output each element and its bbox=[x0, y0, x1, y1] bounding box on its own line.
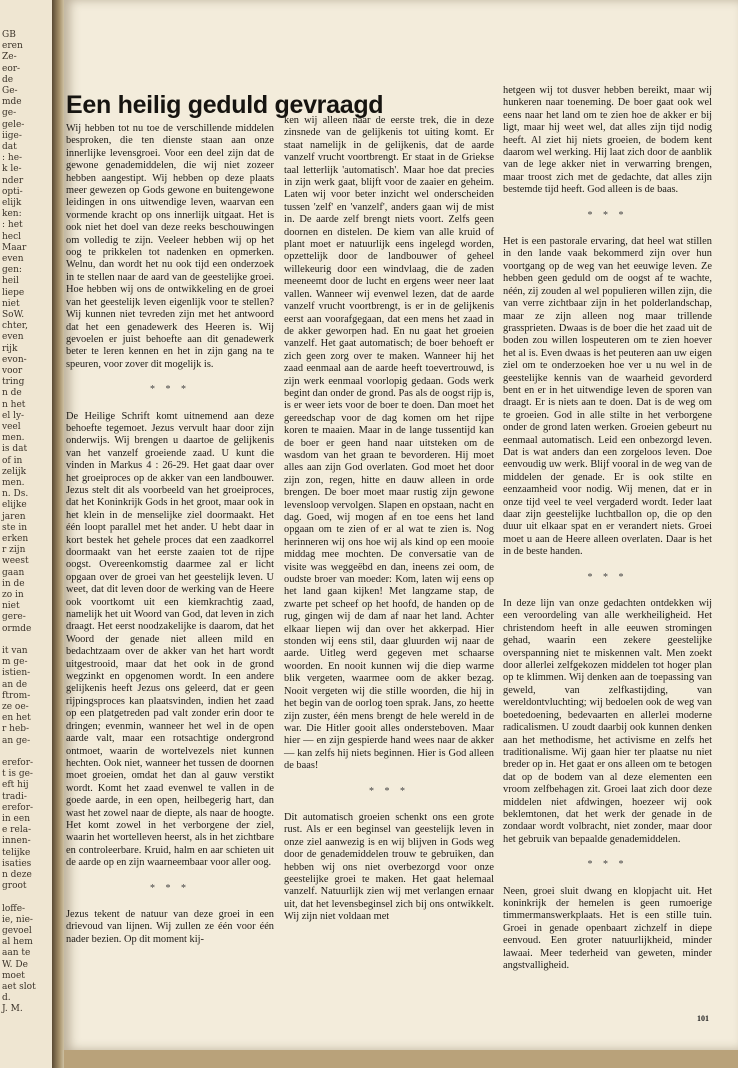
adjacent-page-text: eft hij bbox=[2, 780, 29, 791]
adjacent-page-text: gaan bbox=[2, 567, 25, 578]
page-number: 101 bbox=[697, 1014, 709, 1023]
adjacent-page-text: opti- bbox=[2, 186, 23, 197]
adjacent-page-text: el ly- bbox=[2, 410, 25, 421]
adjacent-page-text: erefor- bbox=[2, 802, 34, 813]
adjacent-page-text: weest bbox=[2, 556, 29, 567]
adjacent-page-text: loffe- bbox=[2, 903, 26, 914]
adjacent-page-text: men. bbox=[2, 433, 25, 444]
adjacent-page-text: n deze bbox=[2, 870, 32, 880]
adjacent-page-text: isaties bbox=[2, 858, 32, 869]
adjacent-page-text: n de bbox=[2, 388, 22, 399]
adjacent-page-text: Maar bbox=[2, 242, 27, 253]
paragraph: In deze lijn van onze gedachten ontdekken wij een veroordeling van alle werkheiligheid. Het christendom heeft in alle eeuwen stromingen gehad, waarin een zekere geestelijke overspanning niet te miskennen valt. Men zoekt door allerlei zelfgekozen middelen tot hoger plan op te klimmen. Wij denken aan de toepassing van geweld, van zelfkastijding, van wereldontvluchting; wij bedoelen ook de weg van boetedoening, bedevaarten en allerlei moderne radicalismen. U zoudt daarbij ook kunnen denken aan het methodisme, het activisme en zelfs het traditionalisme. Wij gaan hier ter plaatse nu niet breder op in. Het gaat er ons alleen om te betogen dat op de bodem van al deze elementen een vroom zelfbehagen zit. Groei laat zich door deze middelen niet afdwingen, hoezeer wij ook beklemtonen, dat het werk der genade in de zondaar wordt volbracht, niet zonder, maar door het gebruik van bepaalde genademiddelen. bbox=[503, 598, 712, 845]
adjacent-page-text: eor- bbox=[2, 63, 21, 74]
adjacent-page-text: istien- bbox=[2, 668, 31, 679]
adjacent-page-text: zelijk bbox=[2, 466, 27, 477]
adjacent-page-text: ge- bbox=[2, 108, 17, 119]
column-3 bbox=[503, 85, 712, 972]
paragraph: De Heilige Schrift komt uitnemend aan deze behoefte tegemoet. Jezus vervult haar door zijn onderwijs. Wij brengen u daartoe de gelijkenis van het vanzelf groeiende zaad. U kunt die vinden in Markus 4 : 26-29. Het gaat daar over het groeiproces op de akker van een landbouwer. Jezus stelt dit als voorbeeld van het groeiproces, dat het Koninkrijk Gods in het groot, maar ook in het klein in de menselijke ziel doormaakt. Het één loopt parallel met het ander. U hebt daar in kort bestek het gehele proces dat een zaadkorrel doormaakt van het eerste zaaien tot de rijpe oogst. Overeenkomstig daarmee zal er licht opgaan over de groei van het geestelijk leven. U weet, dat dit leven door de werking van de Heere ook voortkomt uit een kiemkrachtig zaad, namelijk het uit Woord van God, dat leven in zich draagt. Het eerst noodzakelijke is daarom, dat het Woord der genade niet alleen mild en bedachtzaam over de akker van het hart wordt uitgestrooid, maar dat het ook in de grond wegzinkt en opgenomen wordt. In een andere gelijkenis heeft Jezus ons geleerd, dat er geen rijpingsproces kan plaatsvinden, indien het zaad op een platgetreden pad valt zonder erin door te dringen; evenmin, wanneer het wel in de open aarde valt, maar een rotsachtige ondergrond ontmoet, waarin de wortelvezels niet kunnen hechten. Ook niet, wanneer het tussen de doornen moet groeien, omdat het dan al gauw verstikt wordt. Komt het zaad evenwel te vallen in de goede aarde, in een open, heilbegerig hart, dan wast het zowel naar de diepte, als naar de hoogte. Het komt zowel in het verborgene der ziel, waarin het wortelleven heerst, als in het zichtbare en controleerbare. Kruid, halm en aar schieten uit de aarde op en zijn waarneembaar voor aller oog. bbox=[66, 410, 274, 869]
adjacent-page-text: of in bbox=[2, 455, 23, 466]
adjacent-page-text: telijke bbox=[2, 847, 31, 858]
adjacent-page-text: eren bbox=[2, 41, 23, 52]
adjacent-page-text: mde bbox=[2, 97, 22, 108]
adjacent-page-text: Ge- bbox=[2, 86, 18, 96]
adjacent-page-text: d. bbox=[2, 993, 11, 1004]
adjacent-page-text: Ze- bbox=[2, 52, 17, 63]
paragraph: hetgeen wij tot dusver hebben bereikt, maar wij hunkeren naar toeneming. De boer gaat ook wel eens naar het land om te zien hoe de akker er bij ligt, maar hij weet wel, dat alles zijn tijd nodig heeft. Al ziet hij niets groeien, de bodem kent daarom wel werking. Hij laat zich door de aanblik van de lege akker niet in verwarring brengen, maar troost zich met de gedachte, dat alles zijn bestemde tijd heeft. God alleen is de baas. bbox=[503, 85, 712, 196]
adjacent-page-text: : het bbox=[2, 220, 23, 231]
column-1 bbox=[66, 123, 274, 946]
adjacent-page-text: gevoel bbox=[2, 926, 32, 936]
article-title: Een heilig geduld gevraagd bbox=[66, 91, 384, 119]
adjacent-page-text: in een bbox=[2, 814, 30, 824]
adjacent-page-text: erefor- bbox=[2, 758, 34, 768]
adjacent-page-text: gere- bbox=[2, 612, 26, 623]
paragraph: Het is een pastorale ervaring, dat heel wat stillen in den lande vaak bekommerd zijn over hun voortgang op de weg van het eeuwige leven. Ze hebben geen geduld om de oogst af te wachte, néén, zij zouden al wel populieren willen zijn, die van verre zichtbaar zijn in het polderlandschap, maar ze zijn alleen nog maar trillende grassprieten. Dwaas is de boer die het zaad uit de boden zou willen lospeuteren om te zien hoever het al is. Even dwaas is het peuteren aan uw eigen ziel om te onderzoeken hoe ver u nu wel in de geestelijke kennis van de waarheid gevorderd bent en er in het uitwendige leven de sporen van draagt. Er is niets aan te doen. Dat is de weg om te groeien. God in alle stilte in het verborgene onder de grond laten werken. Groeien gebeurt nu eenmaal automatisch. Leid een onbezorgd leven. Dat is wat anders dan een zorgeloos leven. Doe eenvoudig uw werk. Blijf vooral in de weg van de middelen der genade. Er is ook stilte en eenzaamheid voor nodig. Wij menen, dat er in onze tijd veel te veel vergaderd wordt. Ieder laat daar zijn geestelijke luchtballon op, die op den duur uit elkaar spat en er verandert niets. Groei moet u aan de Heere alleen overlaten. Daar is het in de beste handen. bbox=[503, 236, 712, 558]
adjacent-page-text: e rela- bbox=[2, 825, 32, 836]
adjacent-page-text: r zijn bbox=[2, 545, 26, 556]
adjacent-page-text: J. M. bbox=[2, 1004, 23, 1015]
adjacent-page-text: niet bbox=[2, 298, 20, 309]
section-separator: * * * bbox=[587, 209, 628, 221]
adjacent-page-text: tring bbox=[2, 377, 25, 388]
adjacent-page-text: m ge- bbox=[2, 657, 28, 668]
section-separator: * * * bbox=[369, 785, 409, 797]
adjacent-page-text: GB bbox=[2, 30, 16, 40]
adjacent-page-text: an de bbox=[2, 679, 28, 690]
adjacent-page-text: gen: bbox=[2, 265, 22, 276]
adjacent-page-text: is dat bbox=[2, 444, 28, 455]
adjacent-page-text: innen- bbox=[2, 836, 31, 847]
adjacent-page-text: even bbox=[2, 332, 24, 343]
adjacent-page-text: groot bbox=[2, 881, 27, 892]
page-gutter bbox=[52, 0, 64, 1068]
adjacent-page-text: erken bbox=[2, 534, 29, 544]
adjacent-page-text: en het bbox=[2, 713, 31, 724]
adjacent-page-text: aan te bbox=[2, 948, 31, 959]
adjacent-page-text: it van bbox=[2, 646, 28, 656]
adjacent-page-text: al hem bbox=[2, 937, 33, 948]
adjacent-page-text: t is ge- bbox=[2, 769, 33, 780]
section-separator: * * * bbox=[150, 384, 190, 396]
paragraph: ken wij alleen naar de eerste trek, die in deze zinsnede van de gelijkenis tot uiting komt. Er staat namelijk in de gelijkenis, dat de aarde vanzelf vrucht voortbrengt. Er staat in de Griekse taal letterlijk 'automatisch'. Maar hoe dat precies in zijn werk gaat, blijft voor de zaaier en geheim. Laten wij voor beter inzicht wel onderscheiden tussen 'zelf' en 'vanzelf', anders gaan wij de mist in. De aarde zelf brengt niets voort. Zelfs geen doornen en distelen. De kiem van alle kruid of plant moet er natuurlijk eens ingelegd worden, opzettelijk door de landbouwer of geheel willekeurig door een windvlaag, die de zaden meeneemt door de lucht en ergens weer neer laat vallen. Wanneer wij evenwel lezen, dat de aarde vanzelf vrucht voortbrengt, is er in de gelijkenis eerst aan voorafgegaan, dat een mens het zaad in de akker geworpen had. En nu gaat het groeien vanzelf. Het gaat automatisch; de boer behoeft er zich geen zorg over te maken. Wanneer hij het zaad eenmaal aan de aarde heeft toevertrouwd, is zijn werk eenmaal voorlopig gedaan. Gods werk begint dan onder de grond. Pas als de oogst rijp is, is er weer iets voor de boer te doen. Dan moet het gereedschap voor de dag komen om het rijpe koren te maaien. Maar in de lange tussentijd kan de boer er geen hand naar uitsteken om de wasdom van het graan te bevorderen. Hij moet alles aan zijn God overlaten. God moet het door zijn zon, regen, hitte en dauw alleen in orde brengen. De boer moet maar rustig zijn gewone levensloop vervolgen. Slapen en opstaan, nacht en dag. Goed, wij mogen af en toe eens het land opgaan om te zien of er al wat te zien is. Nog herinneren wij ons hoe wij als kind op een mooie middag mee mochten. De conversatie van de visite was weggeëbd en dan, ineens zei oom, de oudste broer van moeder: Kom, laten wij eens op het land gaan kijken! Met langzame stap, de zwarte pet scheef op het hoofd, de handen op de rug, gingen wij de dam af naar het land. Achter elkaar liepen wij dan over het akkerpad. Hier stonden wij eens stil, daar gluurden wij naar de aarde. Uitleg werd gegeven met schaarse woorden. En nooit kunnen wij die diep warme blik vergeten, waarmee oom de akker bezag. Nooit vergeten wij die stille woorden, die hij in het begin van de oorlog toen sprak. Jans, zo heette zijn zuster, één mens brengt de hele wereld in de war. Die Hitler gooit alles ondersteboven. Maar hier — en zijn gespierde hand wees naar de akker — kan zelfs hij niets beginnen. Hier is God alleen de baas! bbox=[284, 115, 494, 772]
adjacent-page-text: ze oe- bbox=[2, 702, 29, 712]
adjacent-page-text: : he- bbox=[2, 153, 23, 164]
adjacent-page bbox=[0, 0, 53, 1068]
adjacent-page-text: aet slot bbox=[2, 982, 36, 992]
adjacent-page-text: zo in bbox=[2, 590, 24, 600]
adjacent-page-text: k le- bbox=[2, 164, 22, 175]
adjacent-page-text: elijke bbox=[2, 500, 27, 511]
adjacent-page-text: even bbox=[2, 254, 24, 264]
adjacent-page-text: veel bbox=[2, 422, 21, 432]
paragraph: Neen, groei sluit dwang en klopjacht uit. Het koninkrijk der hemelen is geen rumoerige timmermanswerkplaats. Het is een stille tuin. Groei in genade openbaart zichzelf in diepe eenvoud. Een groter natuurlijkheid, minder lawaai. Meer tederheid van geweten, minder angstvalligheid. bbox=[503, 885, 712, 971]
adjacent-page-text: ie, nie- bbox=[2, 914, 33, 925]
adjacent-page-text: n het bbox=[2, 399, 26, 410]
adjacent-page-text: elijk bbox=[2, 198, 22, 208]
adjacent-page-text: niet bbox=[2, 601, 20, 612]
adjacent-page-text: hecl bbox=[2, 231, 22, 242]
adjacent-page-text: liepe bbox=[2, 287, 25, 298]
adjacent-page-text: iige- bbox=[2, 130, 22, 141]
adjacent-page-text: ken: bbox=[2, 209, 22, 220]
column-2 bbox=[284, 115, 494, 924]
adjacent-page-text: ormde bbox=[2, 623, 32, 634]
adjacent-page-text: n. Ds. bbox=[2, 489, 29, 500]
adjacent-page-text: jaren bbox=[2, 511, 26, 522]
paragraph: Jezus tekent de natuur van deze groei in een drievoud van lijnen. Wij zullen ze één voor één nader bezien. Op dit moment kij- bbox=[66, 908, 274, 945]
adjacent-page-text: de bbox=[2, 74, 14, 85]
adjacent-page-text: heil bbox=[2, 276, 19, 287]
paragraph: Dit automatisch groeien schenkt ons een grote rust. Als er een beginsel van geestelijk leven in onze ziel aanwezig is en wij blijven in Gods weg door de genademiddelen trouw te gebruiken, dan hebben wij ons niet overbezorgd voor onze geestelijke groei te maken. Het gaat helemaal vanzelf. Natuurlijk zien wij met verlangen ernaar uit, dat het levensbeginsel zich bij ons ontwikkelt. Wij zijn niet voldaan met bbox=[284, 811, 494, 923]
adjacent-page-text: in de bbox=[2, 578, 25, 589]
adjacent-page-text: W. De bbox=[2, 959, 28, 970]
adjacent-page-text: SoW. bbox=[2, 310, 25, 320]
adjacent-page-text: r heb- bbox=[2, 724, 30, 735]
adjacent-page-text: voor bbox=[2, 366, 23, 376]
adjacent-page-text: dat bbox=[2, 142, 17, 152]
adjacent-page-text: gele- bbox=[2, 119, 25, 130]
adjacent-page-text: an ge- bbox=[2, 735, 31, 746]
section-separator: * * * bbox=[587, 571, 628, 583]
adjacent-page-text: ste in bbox=[2, 522, 28, 533]
adjacent-page-text: tradi- bbox=[2, 791, 27, 802]
paragraph: Wij hebben tot nu toe de verschillende middelen besproken, die ten dienste staan aan onze innerlijke levensgroei. Voor een deel zijn dat de gewone genademiddelen, die wij niet zozeer hebben aangestipt. Wij hebben op deze plaats meer gewezen op Gods gewone en buitengewone leidingen in ons uitwendige leven, waarvan een vormende kracht op ons innerlijk uitgaat. Het is ook niet het doel van deze reeks beschouwingen om volledig te zijn. Veeleer hebben wij op het oog te prikkelen tot nadenken en opmerken. Welnu, dan wordt het nu ook tijd een onderzoek in te stellen naar de aard van de geestelijke groei. Hoe hebben wij ons de ontwikkeling en de groei van het geestelijk leven eigenlijk voor te stellen? Wij kunnen niet tevreden zijn met het antwoord dat het een genadewerk des Heeren is. Wij gevoelen er juist behoefte aan dit genadewerk beter te leren kennen en het in zijn gang na te speuren, voor zover dit mogelijk is. bbox=[66, 123, 274, 370]
section-separator: * * * bbox=[587, 859, 628, 871]
section-separator: * * * bbox=[150, 882, 190, 894]
adjacent-page-text: evon- bbox=[2, 354, 27, 365]
adjacent-page-text: men. bbox=[2, 478, 25, 488]
adjacent-page-text: chter, bbox=[2, 321, 28, 332]
adjacent-page-text: moet bbox=[2, 970, 25, 981]
adjacent-page-text: ftrom- bbox=[2, 690, 31, 701]
adjacent-page-text: nder bbox=[2, 175, 24, 186]
adjacent-page-text: rijk bbox=[2, 343, 18, 354]
